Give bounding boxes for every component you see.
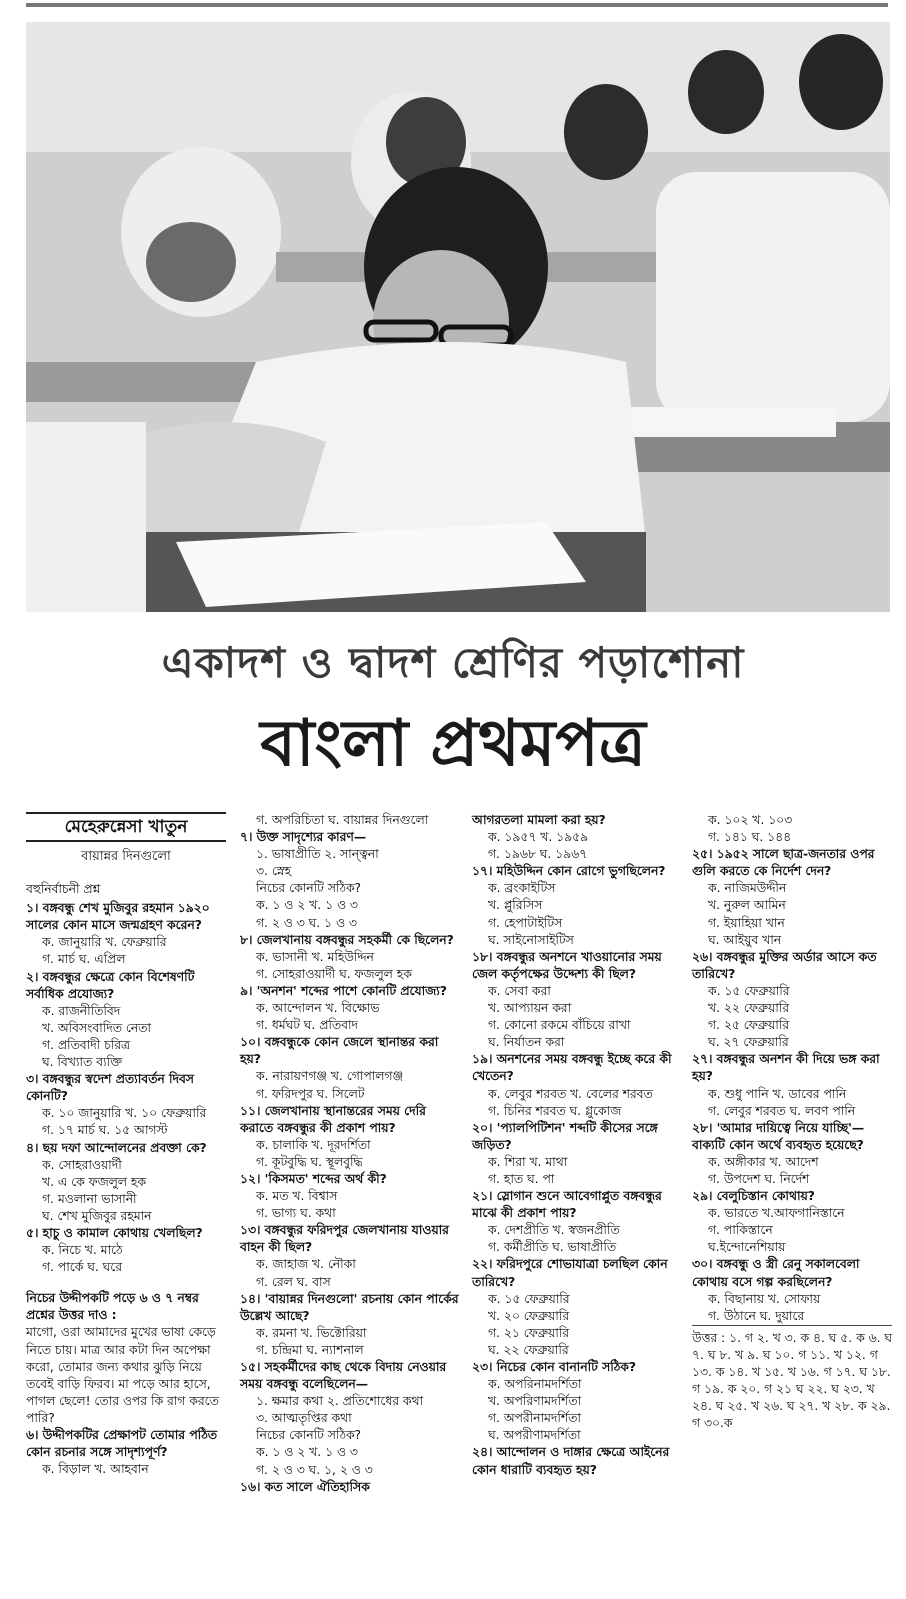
- column-1: [26, 812, 226, 1478]
- column-items: [26, 900, 226, 1478]
- option: ক. শিরা খ. মাথা: [488, 1154, 568, 1169]
- option: গ. হেপাটাইটিস: [488, 915, 563, 930]
- option: গ. চন্দ্রিমা ঘ. ন্যাশনাল: [256, 1342, 364, 1357]
- option: ক. বিছানায় খ. সোফায়: [708, 1291, 821, 1306]
- option: ক. নিচে খ. মাঠে: [42, 1243, 123, 1258]
- option: গ. ২৫ ফেব্রুয়ারি: [708, 1018, 790, 1033]
- column-4: [692, 812, 892, 1432]
- answer-key: উত্তর : ১. গ ২. খ ৩. ক ৪. ঘ ৫. ক ৬. ঘ ৭. ঘ ৮. খ ৯. ঘ ১০. গ ১১. খ ১২. গ ১৩. ক ১৪. খ ১৫. খ ১৬. গ ১৭. ঘ ১৮. গ ১৯. ক ২০. গ ২১ ঘ ২২. ঘ ২৩. খ ২৪. ঘ ২৫. খ ২৬. ঘ ২৭. খ ২৮. ক ২৯. গ ৩০.ক: [692, 1325, 892, 1433]
- option: গ. পাকিস্তানে: [708, 1223, 773, 1238]
- column-items: [472, 812, 682, 1479]
- option: ঘ. সাইনোসাইটিস: [488, 932, 574, 947]
- option: ক. অঙ্গীকার খ. আদেশ: [708, 1154, 819, 1169]
- option: গ. উঠানে ঘ. দুয়ারে: [708, 1308, 805, 1323]
- option: ক. ১ ও ২ খ. ১ ও ৩: [256, 898, 358, 913]
- option: গ. প্রতিবাদী চরিত্র: [42, 1037, 131, 1052]
- author-name: মেহেরুন্নেসা খাতুন: [26, 812, 226, 842]
- question: ২২। ফরিদপুরে শোভাযাত্রা চলছিল কোন তারিখে?: [472, 1257, 668, 1289]
- column-2: [240, 812, 462, 1496]
- question: ২০। 'প্যালপিটিশন' শব্দটি কীসের সঙ্গে জড়িত?: [472, 1120, 658, 1152]
- option: ক. জাহাজ খ. নৌকা: [256, 1257, 356, 1272]
- option: গ. অপরীনামদর্শিতা: [488, 1411, 581, 1426]
- page-headline: বাংলা প্রথমপত্র: [260, 707, 646, 781]
- option: গ. কূটবুদ্ধি ঘ. স্থূলবুদ্ধি: [256, 1154, 363, 1169]
- question: ৭। উক্ত সাদৃশ্যের কারণ—: [240, 830, 367, 845]
- option: খ. প্লুরিসিস: [488, 898, 543, 913]
- option: ৩. স্নেহ: [256, 864, 292, 879]
- option: ঘ. বিখ্যাত ব্যক্তি: [42, 1055, 122, 1070]
- option: গ. উপদেশ ঘ. নির্দেশ: [708, 1171, 810, 1186]
- option: ক. অপরিনামদর্শিতা: [488, 1377, 582, 1392]
- option: ঘ. শেখ মুজিবুর রহমান: [42, 1208, 152, 1223]
- option: ক. নারায়ণগঞ্জ খ. গোপালগঞ্জ: [256, 1069, 403, 1084]
- question: ১৩। বঙ্গবন্ধুর ফরিদপুর জেলখানায় যাওয়ার বাহন কী ছিল?: [240, 1223, 449, 1255]
- column-items: [692, 812, 892, 1325]
- question: ২৭। বঙ্গবন্ধুর অনশন কী দিয়ে ভঙ্গ করা হয়?: [692, 1052, 880, 1084]
- option: ক. চালাকি খ. দূরদর্শিতা: [256, 1137, 371, 1152]
- option: গ. ফরিদপুর ঘ. সিলেট: [256, 1086, 365, 1101]
- option: ৩. আত্মতৃপ্তির কথা: [256, 1411, 352, 1426]
- question: ১। বঙ্গবন্ধু শেখ মুজিবুর রহমান ১৯২০ সালের কোন মাসে জন্মগ্রহণ করেন?: [26, 901, 210, 933]
- question: ১৯। অনশনের সময় বঙ্গবন্ধু ইচ্ছে করে কী খেতেন?: [472, 1052, 672, 1084]
- question: ১২। 'কিসমত' শব্দের অর্থ কী?: [240, 1171, 387, 1186]
- exam-hall-photo: [26, 22, 890, 612]
- option: ক. লেবুর শরবত খ. বেলের শরবত: [488, 1086, 653, 1101]
- question: ২৮। 'আমার দায়িত্বে নিয়ে যাচ্ছি'—বাক্যটি কোন অর্থে ব্যবহৃত হয়েছে?: [692, 1120, 865, 1152]
- option: গ. ২ ও ৩ ঘ. ১, ২ ও ৩: [256, 1462, 373, 1477]
- option: খ. অপরিণামদর্শিতা: [488, 1394, 582, 1409]
- option: গ. লেবুর শরবত ঘ. লবণ পানি: [708, 1103, 856, 1118]
- option: গ. ২১ ফেব্রুয়ারি: [488, 1325, 570, 1340]
- option: গ. অপরিচিতা ঘ. বায়ান্নর দিনগুলো: [256, 813, 429, 827]
- option: ক. বিড়াল খ. আহবান: [42, 1462, 149, 1477]
- option: গ. চিনির শরবত ঘ. গ্লুকোজ: [488, 1103, 622, 1118]
- question: ৩০। বঙ্গবন্ধু ও স্ত্রী রেনু সকালবেলা কোথায় বসে গল্প করছিলেন?: [692, 1257, 860, 1289]
- question: ১৮। বঙ্গবন্ধুর অনশনে খাওয়ানোর সময় জেল কর্তৃপক্ষের উদ্দেশ্য কী ছিল?: [472, 949, 662, 981]
- question: ৫। হাচু ও কামাল কোথায় খেলছিল?: [26, 1225, 203, 1240]
- option: ঘ. আইয়ুব খান: [708, 932, 782, 947]
- question: ২১। স্লোগান শুনে আবেগাপ্লুত বঙ্গবন্ধুর মাঝে কী প্রকাশ পায়?: [472, 1189, 662, 1221]
- option: গ. ইয়াহিয়া খান: [708, 915, 785, 930]
- question: ১১। জেলখানায় স্থানান্তরের সময় দেরি করাতে বঙ্গবন্ধুর কী প্রকাশ পায়?: [240, 1103, 426, 1135]
- option: গ. রেল ঘ. বাস: [256, 1274, 331, 1289]
- question: ৪। ছয় দফা আন্দোলনের প্রবক্তা কে?: [26, 1140, 207, 1155]
- option: খ. অবিসংবাদিত নেতা: [42, 1020, 151, 1035]
- question: আগরতলা মামলা করা হয়?: [472, 813, 606, 827]
- option: ক. মত খ. বিশ্বাস: [256, 1189, 338, 1204]
- option: গ. কোনো রকমে বাঁচিয়ে রাখা: [488, 1018, 631, 1033]
- option: ক. ১০ জানুয়ারি খ. ১০ ফেব্রুয়ারি: [42, 1106, 207, 1121]
- option: নিচের কোনটি সঠিক?: [256, 1428, 362, 1443]
- question: নিচের উদ্দীপকটি পড়ে ৬ ও ৭ নম্বর প্রশ্নের উত্তর দাও :: [26, 1291, 199, 1323]
- option: গ. ২ ও ৩ ঘ. ১ ও ৩: [256, 915, 357, 930]
- option: ঘ. ২২ ফেব্রুয়ারি: [488, 1342, 569, 1357]
- option: ক. ভারতে খ.আফগানিস্তানে: [708, 1206, 845, 1221]
- option: নিচের কোনটি সঠিক?: [256, 881, 362, 896]
- option: গ. হাত ঘ. পা: [488, 1171, 555, 1186]
- option: ক. রমনা খ. ভিক্টোরিয়া: [256, 1325, 367, 1340]
- question: ১৫। সহকর্মীদের কাছ থেকে বিদায় নেওয়ার সময় বঙ্গবন্ধু বলেছিলেন—: [240, 1360, 447, 1392]
- spacer: [26, 1276, 226, 1290]
- question: ৯। 'অনশন' শব্দের পাশে কোনটি প্রযোজ্য?: [240, 983, 447, 998]
- option: ক. সোহরাওয়ার্দী: [42, 1157, 122, 1172]
- option: গ. ১৯৬৮ ঘ. ১৯৬৭: [488, 847, 588, 862]
- question: ২৫। ১৯৫২ সালে ছাত্র-জনতার ওপর গুলি করতে কে নির্দেশ দেন?: [692, 847, 875, 879]
- top-rule: [26, 3, 888, 7]
- question: ৬। উদ্দীপকটির প্রেক্ষাপট তোমার পঠিত কোন রচনার সঙ্গে সাদৃশ্যপূর্ণ?: [26, 1428, 217, 1460]
- option: ক. ১৯৫৭ খ. ১৯৫৯: [488, 830, 589, 845]
- question: ১৬। কত সালে ঐতিহাসিক: [240, 1479, 370, 1494]
- question: ২৪। আন্দোলন ও দাঙ্গার ক্ষেত্রে আইনের কোন ধারাটি ব্যবহৃত হয়?: [472, 1445, 670, 1477]
- option: ক. ভাসানী খ. মহিউদ্দিন: [256, 949, 374, 964]
- option: খ. ২২ ফেব্রুয়ারি: [708, 1001, 790, 1016]
- question: ৩। বঙ্গবন্ধুর স্বদেশ প্রত্যাবর্তন দিবস কোনটি?: [26, 1072, 194, 1104]
- question: ২৯। বেলুচিস্তান কোথায়?: [692, 1189, 815, 1204]
- option: খ. ২০ ফেব্রুয়ারি: [488, 1308, 570, 1323]
- option: ক. ব্রংকাইটিস: [488, 881, 556, 896]
- option: ক. ১ ও ২ খ. ১ ও ৩: [256, 1445, 358, 1460]
- option: ঘ. নির্যাতন করা: [488, 1035, 565, 1050]
- section-label: বহুনির্বাচনী প্রশ্ন: [26, 882, 101, 897]
- option: গ. ধর্মঘট ঘ. প্রতিবাদ: [256, 1018, 359, 1033]
- option: ক. ১০২ খ. ১০৩: [708, 813, 793, 827]
- option: ঘ. ২৭ ফেব্রুয়ারি: [708, 1035, 789, 1050]
- question: ১০। বঙ্গবন্ধুকে কোন জেলে স্থানান্তর করা হয়?: [240, 1035, 439, 1067]
- option: গ. পার্কে ঘ. ঘরে: [42, 1260, 122, 1275]
- option: ক. নাজিমউদ্দীন: [708, 881, 787, 896]
- option: গ. ভাগ্য ঘ. কথা: [256, 1206, 336, 1221]
- option: গ. সোহরাওয়ার্দী ঘ. ফজলুল হক: [256, 966, 412, 981]
- question: ১৭। মহিউদ্দিন কোন রোগে ভুগছিলেন?: [472, 864, 666, 879]
- option: ঘ. অপরীণামদর্শিতা: [488, 1428, 581, 1443]
- option: ১. ভাষাপ্রীতি ২. সান্ত্বনা: [256, 847, 379, 862]
- question: ২। বঙ্গবন্ধুর ক্ষেত্রে কোন বিশেষণটি সর্বাধিক প্রযোজ্য?: [26, 969, 195, 1001]
- option: গ. কর্মীপ্রীতি ঘ. ভাষাপ্রীতি: [488, 1240, 617, 1255]
- option: ক. আন্দোলন খ. বিক্ষোভ: [256, 1001, 380, 1016]
- section-kicker: একাদশ ও দ্বাদশ শ্রেণির পড়াশোনা: [161, 638, 745, 687]
- option: খ. এ কে ফজলুল হক: [42, 1174, 146, 1189]
- question: ৮। জেলখানায় বঙ্গবন্ধুর সহকর্মী কে ছিলেন?: [240, 932, 454, 947]
- option: গ. মার্চ ঘ. এপ্রিল: [42, 952, 126, 967]
- option: ক. সেবা করা: [488, 983, 551, 998]
- option: ক. জানুয়ারি খ. ফেব্রুয়ারি: [42, 935, 167, 950]
- option: ক. দেশপ্রীতি খ. স্বজনপ্রীতি: [488, 1223, 620, 1238]
- option: ক. রাজনীতিবিদ: [42, 1003, 121, 1018]
- option: ১. ক্ষমার কথা ২. প্রতিশোধের কথা: [256, 1394, 424, 1409]
- option: গ. ১৭ মার্চ ঘ. ১৫ আগস্ট: [42, 1123, 168, 1138]
- option: ক. ১৫ ফেব্রুয়ারি: [488, 1291, 570, 1306]
- option: খ. নুরুল আমিন: [708, 898, 786, 913]
- question: ২৩। নিচের কোন বানানটি সঠিক?: [472, 1360, 637, 1374]
- option: গ. মওলানা ভাসানী: [42, 1191, 137, 1206]
- column-3: [472, 812, 682, 1479]
- option: ক. ১৫ ফেব্রুয়ারি: [708, 983, 790, 998]
- passage: মাগো, ওরা আমাদের মুখের ভাষা কেড়ে নিতে চায়। মাত্র আর কটা দিন অপেক্ষা করো, তোমার জন্য কথার ঝুড়ি নিয়ে তবেই বাড়ি ফিরব। মা পড়ে আর হাসে, পাগল ছেলে! তোর ওপর কি রাগ করতে পারি?: [26, 1325, 219, 1425]
- question: ২৬। বঙ্গবন্ধুর মুক্তির অর্ডার আসে কত তারিখে?: [692, 949, 877, 981]
- option: ক. শুধু পানি খ. ডাবের পানি: [708, 1086, 847, 1101]
- option: খ. আপ্যায়ন করা: [488, 1001, 572, 1016]
- option: ঘ.ইন্দোনেশিয়ায়: [708, 1240, 786, 1255]
- chapter-title: বায়ান্নর দিনগুলো: [81, 849, 171, 864]
- question: ১৪। 'বায়ান্নর দিনগুলো' রচনায় কোন পার্কের উল্লেখ আছে?: [240, 1291, 459, 1323]
- option: গ. ১৪১ ঘ. ১৪৪: [708, 830, 792, 845]
- column-items: [240, 812, 462, 1496]
